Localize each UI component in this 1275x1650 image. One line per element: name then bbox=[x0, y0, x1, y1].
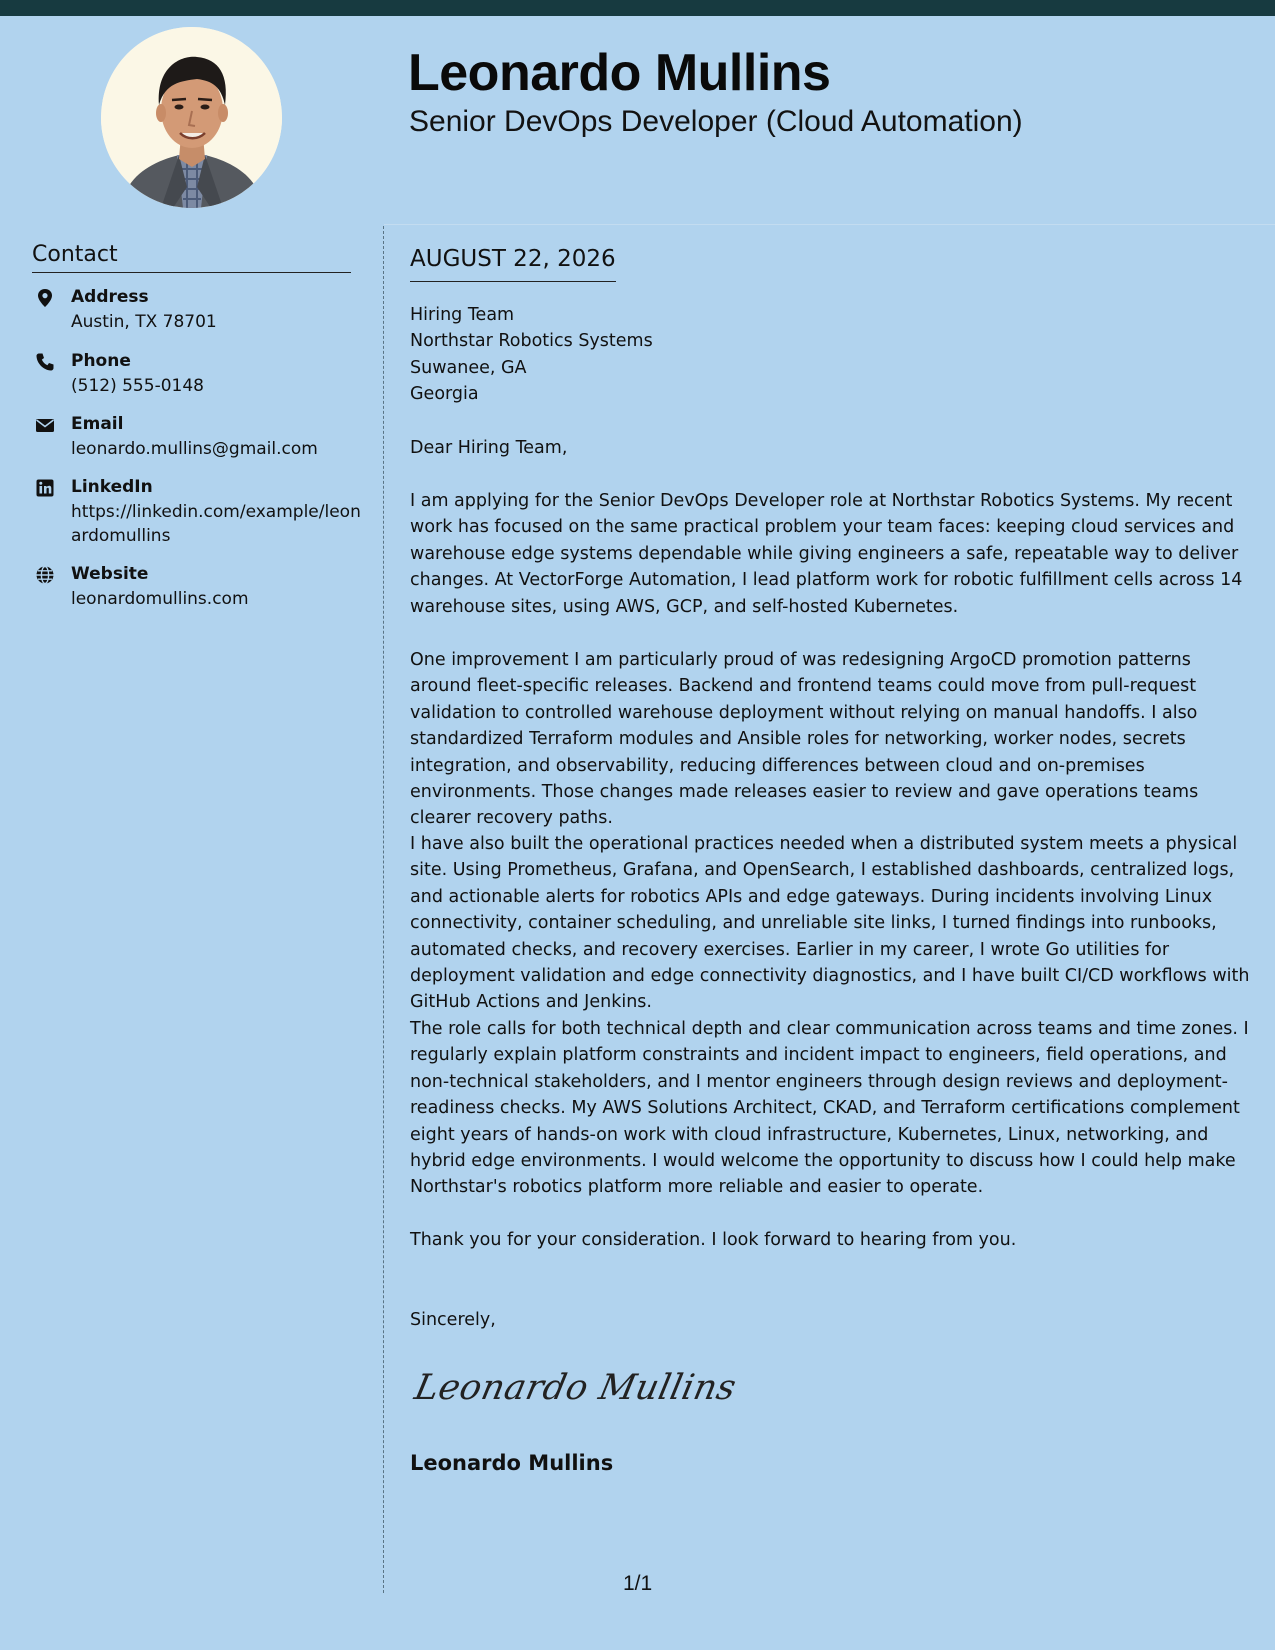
handwritten-signature: Leonardo Mullins bbox=[411, 1368, 740, 1408]
phone-icon bbox=[34, 351, 56, 373]
address-label: Address bbox=[71, 287, 149, 307]
linkedin-value[interactable]: https://linkedin.com/example/leonardomullins bbox=[71, 502, 361, 546]
header-divider bbox=[384, 224, 1275, 225]
column-divider bbox=[383, 226, 384, 1593]
letter-paragraph: Thank you for your consideration. I look forward to hearing from you. bbox=[410, 1230, 1017, 1250]
linkedin-label: LinkedIn bbox=[71, 477, 153, 497]
recipient-line: Suwanee, GA bbox=[410, 357, 527, 378]
signer-name: Leonardo Mullins bbox=[410, 1451, 614, 1475]
candidate-job-title: Senior DevOps Developer (Cloud Automation) bbox=[409, 105, 1023, 138]
contact-heading: Contact bbox=[32, 241, 351, 273]
envelope-icon bbox=[34, 414, 56, 436]
letter-paragraph: One improvement I am particularly proud of was redesigning ArgoCD promotion patterns around fleet-specific releases. Backend and frontend teams could move from pull-request validation to controlled warehouse deployment without relying on manual handoffs. I also standardized Terraform modules and Ansible roles for networking, worker nodes, secrets integration, and observability, reducing differences between cloud and on-premises environments. Those changes made releases easier to review and gave operations teams clearer recovery paths. bbox=[410, 650, 1199, 829]
letter-paragraph: The role calls for both technical depth and clear communication across teams and time zones. I regularly explain platform constraints and incident impact to engineers, field operations, and non-technical stakeholders, and I mentor engineers through design reviews and deployment-readiness checks. My AWS Solutions Architect, CKAD, and Terraform certifications complement eight years of hands-on work with cloud infrastructure, Kubernetes, Linux, networking, and hybrid edge environments. I would welcome the opportunity to discuss how I could help make Northstar's robotics platform more reliable and easier to operate. bbox=[410, 1019, 1249, 1198]
globe-icon bbox=[34, 564, 56, 586]
phone-value: (512) 555-0148 bbox=[71, 376, 204, 396]
address-value: Austin, TX 78701 bbox=[71, 312, 217, 332]
letter-paragraph: I have also built the operational practices needed when a distributed system meets a physical site. Using Prometheus, Grafana, and OpenSearch, I established dashboards, centralized logs, and actionable alerts for robotics APIs and edge gateways. During incidents involving Linux connectivity, container scheduling, and unreliable site links, I turned findings into runbooks, automated checks, and recovery exercises. Earlier in my career, I wrote Go utilities for deployment validation and edge connectivity diagnostics, and I have built CI/CD workflows with GitHub Actions and Jenkins. bbox=[410, 834, 1250, 1013]
profile-photo bbox=[101, 27, 282, 208]
email-label: Email bbox=[71, 414, 124, 434]
website-label: Website bbox=[71, 564, 149, 584]
candidate-name: Leonardo Mullins bbox=[408, 44, 831, 102]
phone-label: Phone bbox=[71, 351, 131, 371]
recipient-block bbox=[410, 302, 653, 408]
email-value[interactable]: leonardo.mullins@gmail.com bbox=[71, 439, 318, 459]
linkedin-icon bbox=[34, 477, 56, 499]
salutation: Dear Hiring Team, bbox=[410, 438, 568, 458]
location-pin-icon bbox=[34, 287, 56, 309]
recipient-line: Northstar Robotics Systems bbox=[410, 331, 653, 352]
closing: Sincerely, bbox=[410, 1310, 496, 1330]
recipient-line: Georgia bbox=[410, 384, 479, 405]
page-number: 1/1 bbox=[623, 1572, 653, 1595]
letter-paragraph: I am applying for the Senior DevOps Developer role at Northstar Robotics Systems. My recent work has focused on the same practical problem your team faces: keeping cloud services and warehouse edge systems dependable while giving engineers a safe, repeatable way to deliver changes. At VectorForge Automation, I lead platform work for robotic fulfillment cells across 14 warehouse sites, using AWS, GCP, and self-hosted Kubernetes. bbox=[410, 491, 1243, 617]
website-value[interactable]: leonardomullins.com bbox=[71, 589, 249, 609]
top-accent-bar bbox=[0, 0, 1275, 16]
recipient-line: Hiring Team bbox=[410, 305, 515, 325]
letter-date: AUGUST 22, 2026 bbox=[410, 243, 616, 282]
